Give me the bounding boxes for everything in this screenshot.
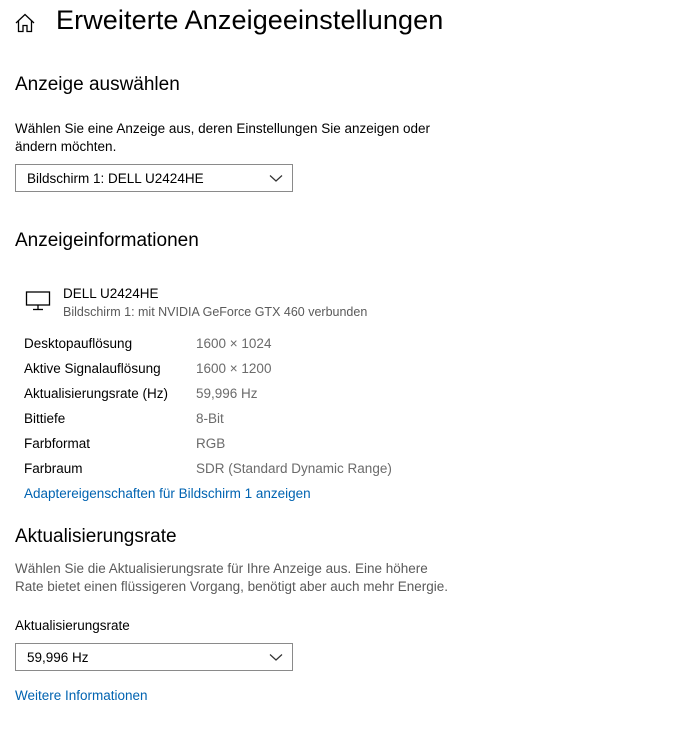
chevron-down-icon bbox=[269, 651, 283, 663]
info-row-color-format bbox=[24, 436, 664, 461]
info-value: RGB bbox=[196, 436, 226, 451]
info-value: 8-Bit bbox=[196, 411, 224, 426]
info-row-active-signal-resolution bbox=[24, 361, 664, 386]
info-label: Desktopauflösung bbox=[24, 336, 133, 351]
select-display-description-line2: ändern möchten. bbox=[15, 139, 117, 154]
select-display-heading: Anzeige auswählen bbox=[15, 74, 180, 95]
select-display-description bbox=[15, 120, 430, 156]
monitor-connection: Bildschirm 1: mit NVIDIA GeForce GTX 460 verbunden bbox=[63, 305, 368, 319]
info-row-desktop-resolution bbox=[24, 336, 664, 361]
refresh-rate-field-label: Aktualisierungsrate bbox=[15, 618, 130, 633]
info-label: Farbraum bbox=[24, 461, 83, 476]
info-value: 1600 × 1200 bbox=[196, 361, 272, 376]
info-row-refresh-rate bbox=[24, 386, 664, 411]
refresh-rate-dropdown[interactable] bbox=[15, 643, 293, 671]
adapter-properties-link[interactable]: Adaptereigenschaften für Bildschirm 1 anzeigen bbox=[24, 486, 311, 501]
info-label: Farbformat bbox=[24, 436, 91, 451]
select-display-description-line1: Wählen Sie eine Anzeige aus, deren Einstellungen Sie anzeigen oder bbox=[15, 121, 431, 136]
refresh-rate-description-line2: Rate bietet einen flüssigeren Vorgang, benötigt aber auch mehr Energie. bbox=[15, 579, 449, 594]
refresh-rate-description-line1: Wählen Sie die Aktualisierungsrate für Ihre Anzeige aus. Eine höhere bbox=[15, 561, 428, 576]
home-icon[interactable] bbox=[14, 12, 36, 34]
info-label: Bittiefe bbox=[24, 411, 66, 426]
monitor-icon bbox=[25, 290, 51, 312]
info-row-bit-depth bbox=[24, 411, 664, 436]
refresh-rate-value: 59,996 Hz bbox=[27, 649, 89, 665]
info-value: 1600 × 1024 bbox=[196, 336, 272, 351]
more-info-link[interactable]: Weitere Informationen bbox=[15, 688, 148, 703]
info-label: Aktive Signalauflösung bbox=[24, 361, 161, 376]
page-title: Erweiterte Anzeigeeinstellungen bbox=[56, 5, 444, 35]
display-select-dropdown[interactable] bbox=[15, 164, 293, 192]
display-info-heading: Anzeigeinformationen bbox=[15, 230, 199, 251]
info-value: SDR (Standard Dynamic Range) bbox=[196, 461, 392, 476]
info-value: 59,996 Hz bbox=[196, 386, 258, 401]
monitor-name: DELL U2424HE bbox=[63, 286, 159, 301]
info-row-color-space bbox=[24, 461, 664, 486]
refresh-rate-description bbox=[15, 560, 448, 596]
chevron-down-icon bbox=[269, 172, 283, 184]
info-label: Aktualisierungsrate (Hz) bbox=[24, 386, 169, 401]
refresh-rate-heading: Aktualisierungsrate bbox=[15, 526, 177, 547]
display-select-value: Bildschirm 1: DELL U2424HE bbox=[27, 170, 204, 186]
